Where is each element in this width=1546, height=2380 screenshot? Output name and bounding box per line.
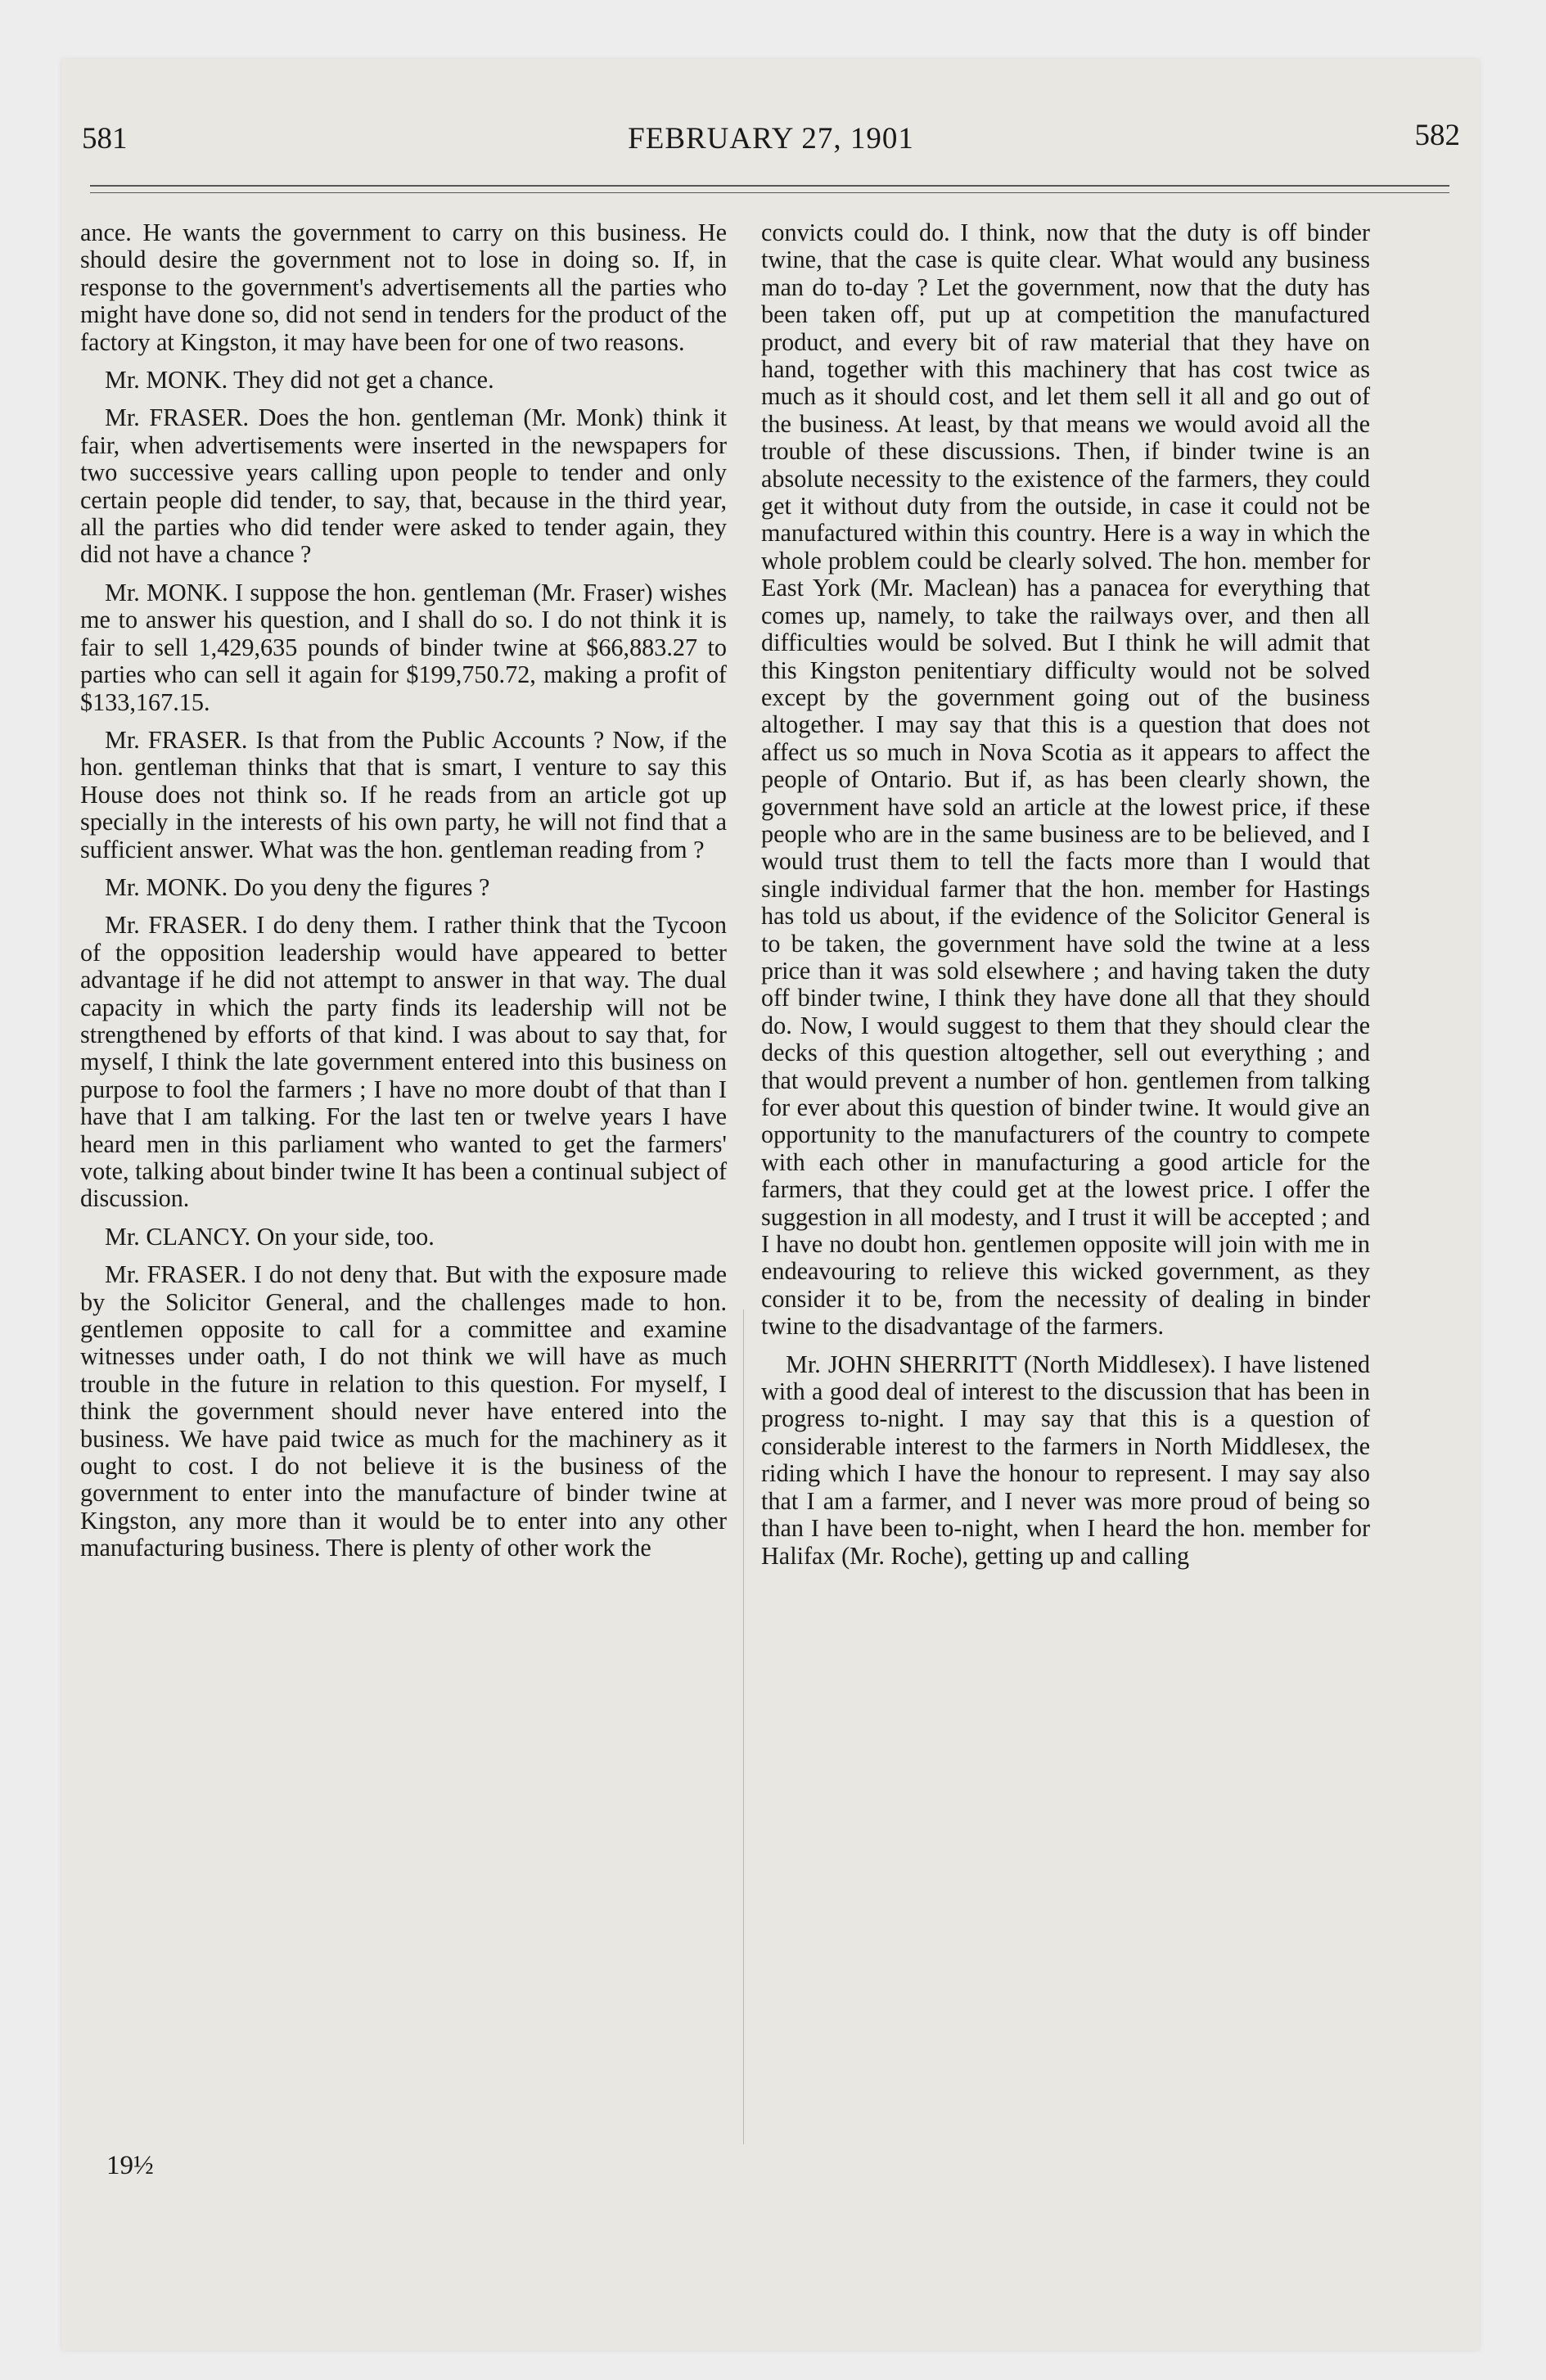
paragraph: Mr. FRASER. Is that from the Public Accounts ? Now, if the hon. gentleman thinks that that is smart, I venture to say this House does not think so. If he reads from an article got up specially in the interests of his own party, he will not find that a sufficient answer. What was the hon. gentleman reading from ?	[80, 725, 727, 863]
paragraph: Mr. MONK. Do you deny the figures ?	[105, 872, 490, 901]
paragraph: Mr. FRASER. Does the hon. gentleman (Mr. Monk) think it fair, when advertisements were inserted in the newspapers for two successive years calling upon people to tender and only certain people did tender, to say, that, because in the third year, all the parties who did tender were asked to tender again, they did not have a chance ?	[80, 403, 727, 569]
page-number-left: 581	[82, 122, 128, 156]
right-column	[761, 219, 1370, 1570]
header-rule-thick	[90, 185, 1449, 187]
paragraph: Mr. JOHN SHERRITT (North Middlesex). I have listened with a good deal of interest to the discussion that has been in progress to-night. I may say that this is a question of considerable interest to the farmers in North Middlesex, the riding which I have the honour to represent. I may say also that I am a farmer, and I never was more proud of being so than I have been to-night, when I heard the hon. member for Halifax (Mr. Roche), getting up and calling	[761, 1350, 1370, 1570]
page-number-right: 582	[1414, 119, 1460, 152]
page-header	[82, 121, 1460, 170]
header-rule-thin	[90, 192, 1449, 193]
paragraph: ance. He wants the government to carry on this business. He should desire the government not to lose in doing so. If, in response to the government's advertisements all the parties who might have done so, did not send in tenders for the product of the factory at Kingston, it may have been for one of two reasons.	[80, 219, 727, 356]
paragraph: Mr. MONK. They did not get a chance.	[105, 366, 494, 394]
header-date: FEBRUARY 27, 1901	[628, 122, 914, 156]
paragraph: convicts could do. I think, now that the duty is off binder twine, that the case is quite clear. What would any business man do to-day ? Let the government, now that the duty has been taken off, put up at competition the manufactured product, and every bit of raw material that they have on hand, together with this machinery that has cost twice as much as it should cost, and let them sell it all and go out of the business. At least, by that means we would avoid all the trouble of these discussions. Then, if binder twine is an absolute necessity to the existence of the farmers, they could get it without duty from the outside, in case it could not be manufactured within this country. Here is a way in which the whole problem could be clearly solved. The hon. member for East York (Mr. Maclean) has a panacea for everything that comes up, namely, to take the railways over, and then all difficulties would be solved. But I think he will admit that this Kingston penitentiary difficulty would not be solved except by the government going out of the business altogether. I may say that this is a question that does not affect us so much in Nova Scotia as it appears to affect the people of Ontario. But if, as has been clearly shown, the government have sold an article at the lowest price, if these people who are in the same business are to be believed, and I would trust them to tell the facts more than I would that single individual farmer that the hon. member for Hastings has told us about, if the evidence of the Solicitor General is to be taken, the government have sold the twine at a less price than it was sold elsewhere ; and having taken the duty off binder twine, I think they have done all that they should do. Now, I would suggest to them that they should clear the decks of this question altogether, sell out everything ; and that would prevent a number of hon. gentlemen from talking for ever about this question of binder twine. It would give an opportunity to the manufacturers of the country to compete with each other in manufacturing a good article for the farmers, that they could get at the lowest price. I offer the suggestion in all modesty, and I trust it will be accepted ; and I have no doubt hon. gentlemen opposite will join with me in endeavouring to relieve this wicked government, as they consider it to be, from the necessity of dealing in binder twine to the disadvantage of the farmers.	[761, 219, 1370, 1341]
signature-mark: 19½	[106, 2151, 154, 2180]
paragraph: Mr. FRASER. I do not deny that. But with the exposure made by the Solicitor General, and the challenges made to hon. gentlemen opposite to call for a committee and examine witnesses under oath, I do not think we will have as much trouble in the future in relation to this question. For myself, I think the government should never have entered into the business. We have paid twice as much for the machinery as it ought to cost. I do not believe it is the business of the government to enter into the manufacture of binder twine at Kingston, any more than it would be to enter into any other manufacturing business. There is plenty of other work the	[80, 1260, 727, 1562]
paragraph: Mr. CLANCY. On your side, too.	[105, 1222, 435, 1251]
paragraph: Mr. MONK. I suppose the hon. gentleman (Mr. Fraser) wishes me to answer his question, and I shall do so. I do not think it is fair to sell 1,429,635 pounds of binder twine at $66,883.27 to parties who can sell it again for $199,750.72, making a profit of $133,167.15.	[80, 578, 727, 716]
column-divider	[743, 1309, 744, 2144]
left-column	[80, 219, 727, 1562]
paragraph: Mr. FRASER. I do deny them. I rather think that the Tycoon of the opposition leadership would have appeared to better advantage if he did not attempt to answer in that way. The dual capacity in which the party finds its leadership will not be strengthened by efforts of that kind. I was about to say that, for myself, I think the late government entered into this business on purpose to fool the farmers ; I have no more doubt of that than I have that I am talking. For the last ten or twelve years I have heard men in this parliament who wanted to get the farmers' vote, talking about binder twine It has been a continual subject of discussion.	[80, 911, 727, 1213]
